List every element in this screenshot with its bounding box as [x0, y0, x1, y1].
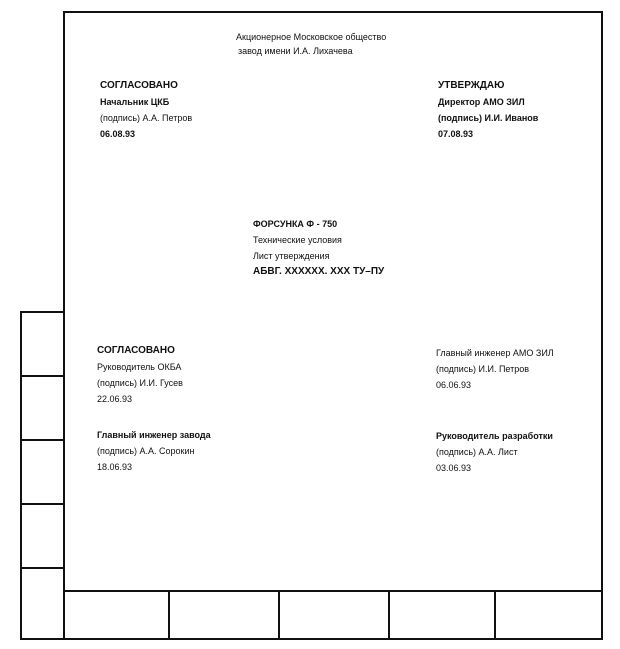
organization-line-1: Акционерное Московское общество — [236, 32, 387, 42]
approval-development-head — [436, 428, 553, 476]
approval-position: Главный инженер АМО ЗИЛ — [436, 348, 554, 358]
approval-agreed-chief-ckb — [100, 78, 192, 142]
stamp-cell — [63, 592, 170, 640]
side-cell — [22, 441, 63, 505]
stamp-cell — [390, 592, 496, 640]
approval-position: Главный инженер завода — [97, 430, 211, 440]
approval-date: 22.06.93 — [97, 394, 133, 404]
approval-signature: (подпись) И.И. Гусев — [97, 378, 183, 388]
approval-position: Руководитель ОКБА — [97, 362, 182, 372]
approval-date: 07.08.93 — [438, 129, 474, 139]
side-cell — [22, 505, 63, 569]
approval-signature: (подпись) И.И. Иванов — [438, 113, 539, 123]
approval-position: Руководитель разработки — [436, 431, 553, 441]
approval-agreed-head-okba — [97, 343, 183, 407]
side-cell — [22, 313, 63, 377]
approval-signature: (подпись) А.А. Петров — [100, 113, 193, 123]
product-block — [253, 216, 384, 280]
approval-approved-director — [438, 78, 538, 142]
approval-chief-engineer-amo — [436, 345, 554, 393]
approval-date: 18.06.93 — [97, 462, 133, 472]
approval-heading: УТВЕРЖДАЮ — [438, 80, 505, 91]
approval-date: 06.06.93 — [436, 380, 472, 390]
approval-signature: (подпись) И.И. Петров — [436, 364, 530, 374]
approval-signature: (подпись) А.А. Сорокин — [97, 446, 195, 456]
approval-signature: (подпись) А.А. Лист — [436, 447, 518, 457]
approval-heading: СОГЛАСОВАНО — [97, 345, 175, 356]
approval-date: 06.08.93 — [100, 129, 136, 139]
product-doc-type: Технические условия — [253, 235, 342, 245]
stamp-cell — [280, 592, 390, 640]
stamp-cell — [170, 592, 280, 640]
approval-position: Директор АМО ЗИЛ — [438, 97, 525, 107]
product-code: АБВГ. XXXXXX. XXX ТУ–ПУ — [253, 266, 385, 277]
organization-title — [236, 30, 386, 58]
organization-line-2: завод имени И.А. Лихачева — [238, 46, 353, 56]
side-margin-column — [20, 311, 63, 640]
product-name: ФОРСУНКА Ф - 750 — [253, 219, 338, 229]
bottom-stamp-row — [63, 590, 603, 640]
side-cell — [22, 377, 63, 441]
approval-chief-engineer-plant — [97, 427, 211, 475]
approval-date: 03.06.93 — [436, 463, 472, 473]
approval-position: Начальник ЦКБ — [100, 97, 170, 107]
product-sheet: Лист утверждения — [253, 251, 330, 261]
approval-heading: СОГЛАСОВАНО — [100, 80, 178, 91]
